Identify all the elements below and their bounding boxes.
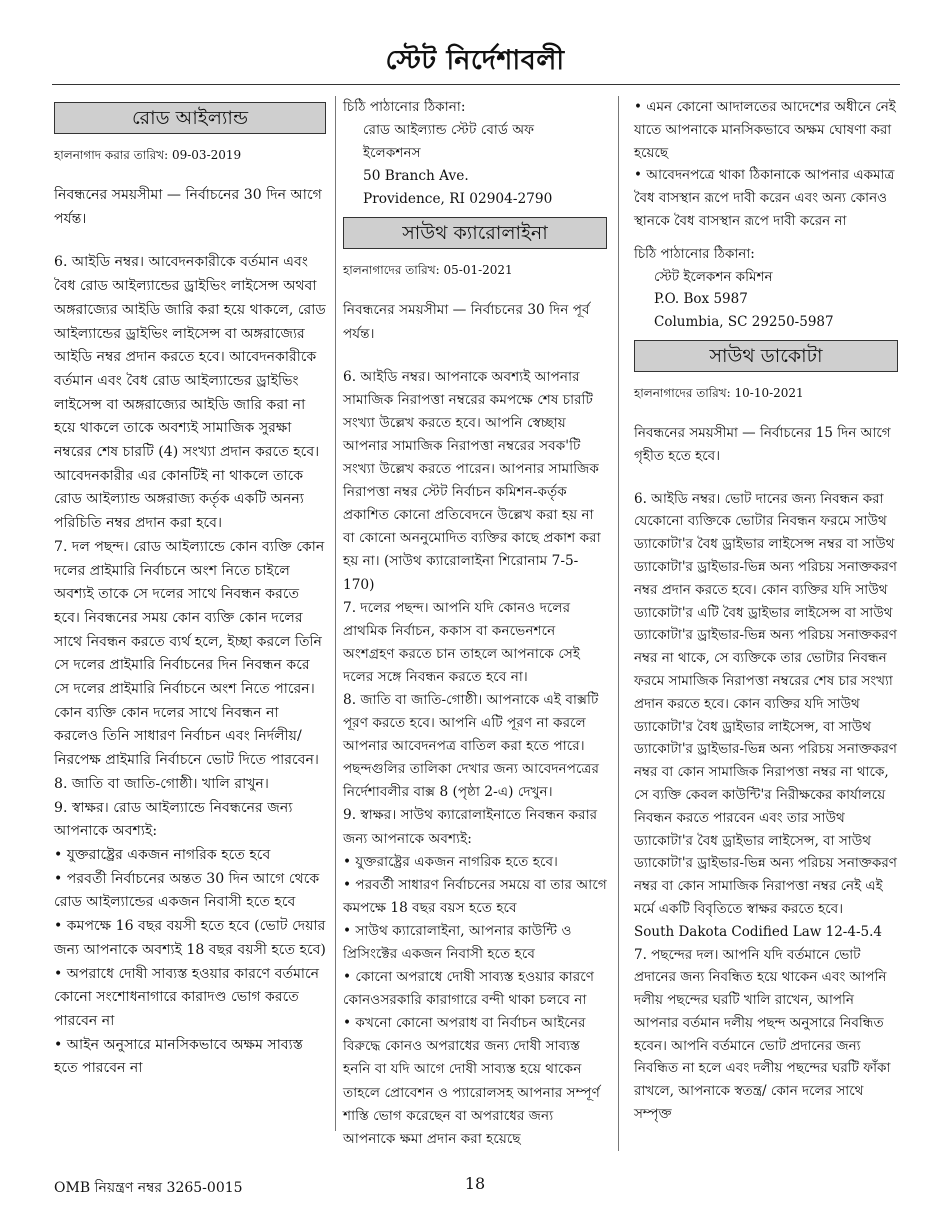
address-line: স্টেট ইলেকশন কমিশন (654, 268, 773, 285)
eligibility-bullet: • অপরাধে দোষী সাব্যস্ত হওয়ার কারণে বর্তমানে কোনো সংশোধনাগারে কারাদণ্ড ভোগ করতে পারবেন না (54, 965, 320, 1029)
mailing-address-label: চিঠি পাঠানোর ঠিকানা: (343, 99, 466, 115)
mailing-address-label: চিঠি পাঠানোর ঠিকানা: (634, 245, 755, 262)
eligibility-bullet: • যুক্তরাষ্ট্রের একজন নাগরিক হতে হবে (54, 846, 271, 863)
state-heading: রোড আইল্যান্ড (54, 102, 326, 134)
signature-section: 9. স্বাক্ষর। রোড আইল্যান্ডে নিবন্ধনের জন্য আপনাকে অবশ্যই: (54, 799, 293, 840)
registration-deadline: নিবন্ধনের সময়সীমা — নির্বাচনের 30 দিন পূর্ব পর্যন্ত। (343, 302, 590, 342)
eligibility-bullet: • কখনো কোনো অপরাধ বা নির্বাচন আইনের বিরুদ্ধে কোনও অপরাধের জন্য দোষী সাব্যস্ত হননি বা যদি আগে দোষী সাব্যস্ত হয়ে থাকেন তাহলে প্রোবেশন ও প্যারোলসহ আপনার সম্পূর্ণ শাস্তি ভোগ করেছেন বা অপরাধের জন্য আপনাকে ক্ষমা প্রদান করা হয়েছে (343, 1015, 600, 1147)
id-number-section: 6. আইডি নম্বর। আপনাকে অবশ্যই আপনার সামাজিক নিরাপত্তা নম্বরের কমপক্ষে শেষ চারটি সংখ্যা উল্লেখ করতে হবে। আপনি স্বেচ্ছায় আপনার সামাজিক নিরাপত্তা নম্বরের সবক'টি সংখ্যা উল্লেখ করতে পারেন। আপনার সামাজিক নিরাপত্তা নম্বর স্টেট নির্বাচন কমিশন-কর্তৃক প্রকাশিত কোনো প্রতিবেদনে উল্লেখ করা হয় না বা কোনো অননুমোদিত ব্যক্তির কাছে প্রকাশ করা হয় না। (সাউথ ক্যারোলাইনা শিরোনাম 7-5-170) (343, 368, 601, 593)
eligibility-bullet: • আবেদনপত্রে থাকা ঠিকানাকে আপনার একমাত্র বৈধ বাসস্থান রূপে দাবী করেন এবং অন্য কোনও স্থানকে বৈধ বাসস্থান রূপে দাবী করেন না (634, 167, 895, 229)
registration-deadline: নিবন্ধনের সময়সীমা — নির্বাচনের 30 দিন আগে পর্যন্ত। (54, 187, 322, 227)
column-divider (618, 96, 619, 1151)
law-citation: South Dakota Codified Law 12-4-5.4 (634, 923, 882, 940)
eligibility-bullet: • পরবর্তী নির্বাচনের অন্তত 30 দিন আগে থেকে রোড আইল্যান্ডের একজন নিবাসী হতে হবে (54, 870, 320, 911)
address-line: রোড আইল্যান্ড স্টেট বোর্ড অফ (363, 122, 535, 139)
address-line: ইলেকশনস (363, 145, 421, 162)
eligibility-bullet: • পরবর্তী সাধারণ নির্বাচনের সময়ে বা তার আগে কমপক্ষে 18 বছর বয়স হতে হবে (343, 876, 607, 916)
omb-control-number: OMB নিয়ন্ত্রণ নম্বর 3265-0015 (54, 1180, 243, 1196)
eligibility-bullet: • এমন কোনো আদালতের আদেশের অধীনে নেই যাতে আপনাকে মানসিকভাবে অক্ষম ঘোষণা করা হয়েছে (634, 99, 896, 161)
column-divider (335, 96, 336, 1131)
updated-date: হালনাগাদের তারিখ: 10-10-2021 (634, 385, 804, 400)
column-south-carolina (343, 96, 607, 1151)
updated-date: হালনাগাদের তারিখ: 05-01-2021 (343, 263, 513, 278)
registration-deadline: নিবন্ধনের সময়সীমা — নির্বাচনের 15 দিন আগে গৃহীত হতে হবে। (634, 424, 891, 464)
eligibility-bullet: • যুক্তরাষ্ট্রের একজন নাগরিক হতে হবে। (343, 853, 558, 870)
address-line: 50 Branch Ave. (363, 168, 469, 185)
race-section: 8. জাতি বা জাতি-গোষ্ঠী। আপনাকে এই বাক্সটি পূরণ করতে হবে। আপনি এটি পূরণ না করলে আপনার আবেদনপত্র বাতিল করা হতে পারে। পছন্দগুলির তালিকা দেখার জন্য আবেদনপত্রের নির্দেশাবলীর বাক্স 8 (পৃষ্ঠা 2-এ) দেখুন। (343, 691, 600, 801)
party-choice-section: 7. দলের পছন্দ। আপনি যদি কোনও দলের প্রাথমিক নির্বাচন, ককাস বা কনভেনশনে অংশগ্রহণ করতে চান তাহলে আপনাকে সেই দলের সঙ্গে নিবন্ধন করতে হবে না। (343, 599, 581, 685)
id-number-section: 6. আইডি নম্বর। ভোট দানের জন্য নিবন্ধন করা যেকোনো ব্যক্তিকে ভোটার নিবন্ধন ফরমে সাউথ ড্যাকোটা'র বৈধ ড্রাইভার লাইসেন্স নম্বর বা সাউথ ড্যাকোটা'র ড্রাইভার-ভিন্ন অন্য পরিচয় সনাক্তকরণ নম্বর প্রদান করতে হবে। কোন ব্যক্তির যদি সাউথ ড্যাকোটা'র এটি বৈধ ড্রাইভার লাইসেন্স বা সাউথ ড্যাকোটা'র ড্রাইভার-ভিন্ন অন্য পরিচয় সনাক্তকরণ নম্বর না থাকে, সে ব্যক্তিকে তার ভোটার নিবন্ধন ফরমে সামাজিক নিরাপত্তা নম্বরের শেষ চার সংখ্যা প্রদান করতে হবে। কোন ব্যক্তির যদি সাউথ ড্যাকোটা'র বৈধ ড্রাইভার লাইসেন্স, বা সাউথ ড্যাকোটা'র ড্রাইভার-ভিন্ন অন্য পরিচয় সনাক্তকরণ নম্বর বা কোন সামাজিক নিরাপত্তা নম্বর না থাকে, সে ব্যক্তি কেবল কাউন্টি'র নিরীক্ষকের কার্যালয়ে নিবন্ধন করতে পারবেন এবং তার সাউথ ড্যাকোটা'র বৈধ ড্রাইভার লাইসেন্স, বা সাউথ ড্যাকোটা'র ড্রাইভার-ভিন্ন অন্য পরিচয় সনাক্তকরণ নম্বর বা কোন সামাজিক নিরাপত্তা নম্বর নেই এই মর্মে একটি বিবৃতিতে স্বাক্ষর করতে হবে। (634, 490, 897, 917)
page-title: স্টেট নির্দেশাবলী (385, 45, 565, 76)
party-choice-section: 7. দল পছন্দ। রোড আইল্যান্ডে কোন ব্যক্তি কোন দলের প্রাইমারি নির্বাচনে অংশ নিতে চাইলে অবশ্যই তাকে সে দলের সাথে নিবন্ধন করতে হবে। নিবন্ধনের সময় কোন ব্যক্তি কোন দলের সাথে নিবন্ধন করতে ব্যর্থ হলে, ইচ্ছা করলে তিনি সে দলের প্রাইমারি নির্বাচনের দিন নিবন্ধন করে সে দলের প্রাইমারি নির্বাচনে অংশ নিতে পারেন। কোন ব্যক্তি কোন দলের সাথে নিবন্ধন না করলেও তিনি সাধারণ নির্বাচন এবং নির্দলীয়/নিরপেক্ষ প্রাইমারি নির্বাচনে ভোট দিতে পারবেন। (54, 538, 325, 769)
address-line: P.O. Box 5987 (654, 291, 748, 308)
page-number: 18 (464, 1174, 486, 1193)
eligibility-bullet: • আইন অনুসারে মানসিকভাবে অক্ষম সাব্যস্ত হতে পারবেন না (54, 1036, 303, 1077)
address-line: Providence, RI 02904-2790 (363, 191, 553, 208)
title-divider (52, 84, 900, 85)
id-number-section: 6. আইডি নম্বর। আবেদনকারীকে বর্তমান এবং বৈধ রোড আইল্যান্ডের ড্রাইভিং লাইসেন্স অথবা অঙ্গরাজ্যের আইডি জারি করা হয়ে থাকলে, রোড আইল্যান্ডের ড্রাইভিং লাইসেন্স বা অঙ্গরাজ্যের আইডি নম্বর প্রদান করতে হবে। আবেদনকারীকে বর্তমান এবং বৈধ রোড আইল্যান্ডের ড্রাইভিং লাইসেন্স বা অঙ্গরাজ্যের আইডি জারি করা না হয়ে থাকলে তাকে অবশ্যই সামাজিক সুরক্ষা নম্বরের শেষ চারটি (4) সংখ্যা প্রদান করতে হবে। আবেদনকারীর এর কোনটিই না থাকলে তাকে রোড আইল্যান্ড অঙ্গরাজ্য কর্তৃক একটি অনন্য পরিচিতি নম্বর প্রদান করা হবে। (54, 254, 326, 532)
column-rhode-island (54, 96, 326, 1081)
eligibility-bullet: • সাউথ ক্যারোলাইনা, আপনার কাউন্টি ও প্রিসিংক্টের একজন নিবাসী হতে হবে (343, 922, 572, 962)
eligibility-bullet: • কমপক্ষে 16 বছর বয়সী হতে হবে (ভোট দেয়ার জন্য আপনাকে অবশ্যই 18 বছর বয়সী হতে হবে) (54, 918, 326, 958)
state-heading: সাউথ ডাকোটা (634, 340, 898, 372)
party-choice-section: 7. পছন্দের দল। আপনি যদি বর্তমানে ভোট প্রদানের জন্য নিবন্ধিত হয়ে থাকেন এবং আপনি দলীয় পছন্দের ঘরটি খালি রাখেন, আপনি আপনার বর্তমান দলীয় পছন্দ অনুসারে নিবন্ধিত হবেন। আপনি বর্তমানে ভোট প্রদানের জন্য নিবন্ধিত না হলে এবং দলীয় পছন্দের ঘরটি ফাঁকা রাখলে, আপনাকে স্বতন্ত্র/ কোন দলের সাথে সম্পৃক্ত (634, 946, 891, 1123)
column-south-dakota (634, 96, 898, 1126)
address-line: Columbia, SC 29250-5987 (654, 314, 834, 331)
eligibility-bullet: • কোনো অপরাধে দোষী সাব্যস্ত হওয়ার কারণে কোনওসরকারি কারাগারে বন্দী থাকা চলবে না (343, 969, 595, 1009)
state-heading: সাউথ ক্যারোলাইনা (343, 217, 607, 249)
updated-date: হালনাগাদ করার তারিখ: 09-03-2019 (54, 148, 242, 162)
race-section: 8. জাতি বা জাতি-গোষ্ঠী। খালি রাখুন। (54, 775, 269, 792)
signature-section: 9. স্বাক্ষর। সাউথ ক্যারোলাইনাতে নিবন্ধন করার জন্য আপনাকে অবশ্যই: (343, 807, 598, 847)
